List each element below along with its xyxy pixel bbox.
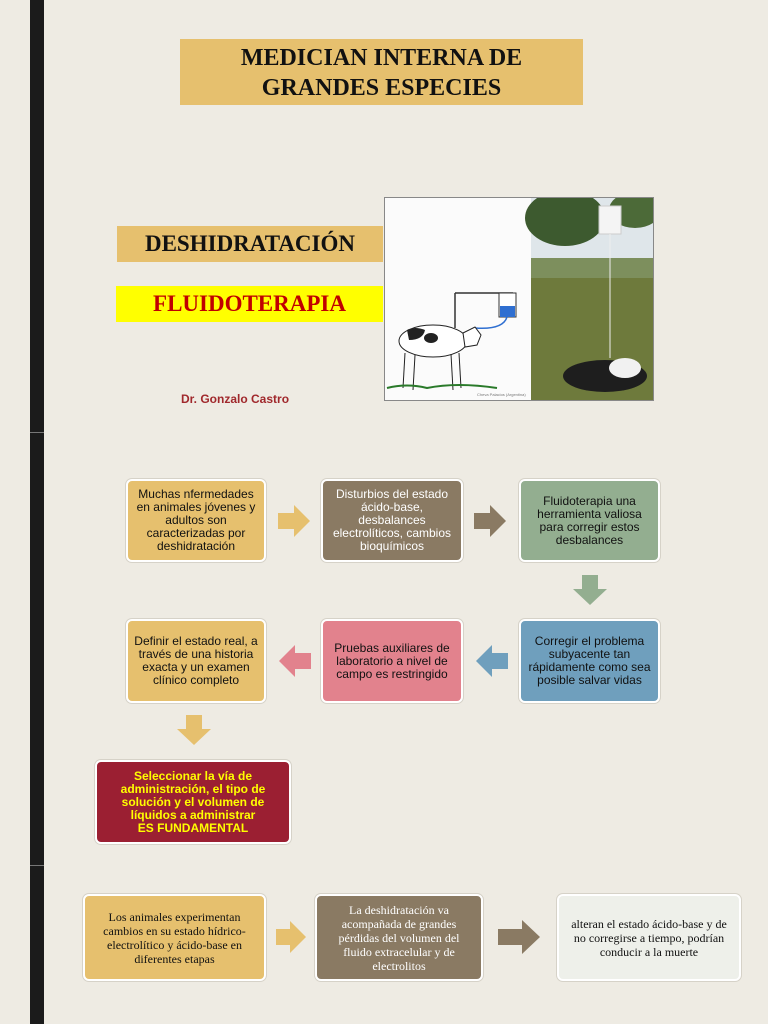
flow2-box-consequences: alteran el estado ácido-base y de no corregirse a tiempo, podrían conducir a la muerte [557,894,741,981]
flow2-box-changes: Los animales experimentan cambios en su estado hídrico-electrolítico y ácido-base en diferentes etapas [83,894,266,981]
right-arrow-icon [498,920,540,954]
down-arrow-icon [573,575,607,605]
flow1-box-define-state: Definir el estado real, a través de una historia exacta y un examen clínico completo [126,619,266,703]
flow2-box-losses: La deshidratación va acompañada de grandes pérdidas del volumen del fluido extracelular y de electrolitos [315,894,483,981]
title-line-1: MEDICIAN INTERNA DE [240,45,523,71]
flow1-box-diseases: Muchas nfermedades en animales jóvenes y adultos son caracterizadas por deshidratación [126,479,266,562]
down-arrow-icon [177,715,211,745]
right-arrow-icon [276,921,306,953]
right-arrow-icon [278,505,310,537]
photo-caption: Cheva Palacios (Argentina) [477,392,526,397]
author-name: Dr. Gonzalo Castro [181,392,290,406]
subtitle-deshidratacion: DESHIDRATACIÓN [117,226,383,262]
fluidotherapy-photo [384,197,654,401]
subtitle-fluidoterapia: FLUIDOTERAPIA [116,286,383,322]
flow1-box-disturbances: Disturbios del estado ácido-base, desbalances electrolíticos, cambios bioquímicos [321,479,463,562]
right-arrow-icon [474,505,506,537]
sidebar-divider [30,432,44,433]
flow1-box-fundamental [95,760,291,844]
flow1-box-lab-tests: Pruebas auxiliares de laboratorio a nivel de campo es restringido [321,619,463,703]
title-line-2: GRANDES ESPECIES [261,75,502,101]
page-title [180,39,583,105]
left-sidebar-bar [30,0,44,1024]
flow1-box-fluidotherapy: Fluidoterapia una herramienta valiosa para corregir estos desbalances [519,479,660,562]
fundamental-emphasis: ES FUNDAMENTAL [137,820,249,835]
sidebar-divider [30,865,44,866]
flow1-box-correct: Corregir el problema subyacente tan rápidamente como sea posible salvar vidas [519,619,660,703]
fundamental-text: Seleccionar la vía de administración, el tipo de solución y el volumen de líquidos a administrar [120,768,266,822]
left-arrow-icon [279,645,311,677]
left-arrow-icon [476,645,508,677]
